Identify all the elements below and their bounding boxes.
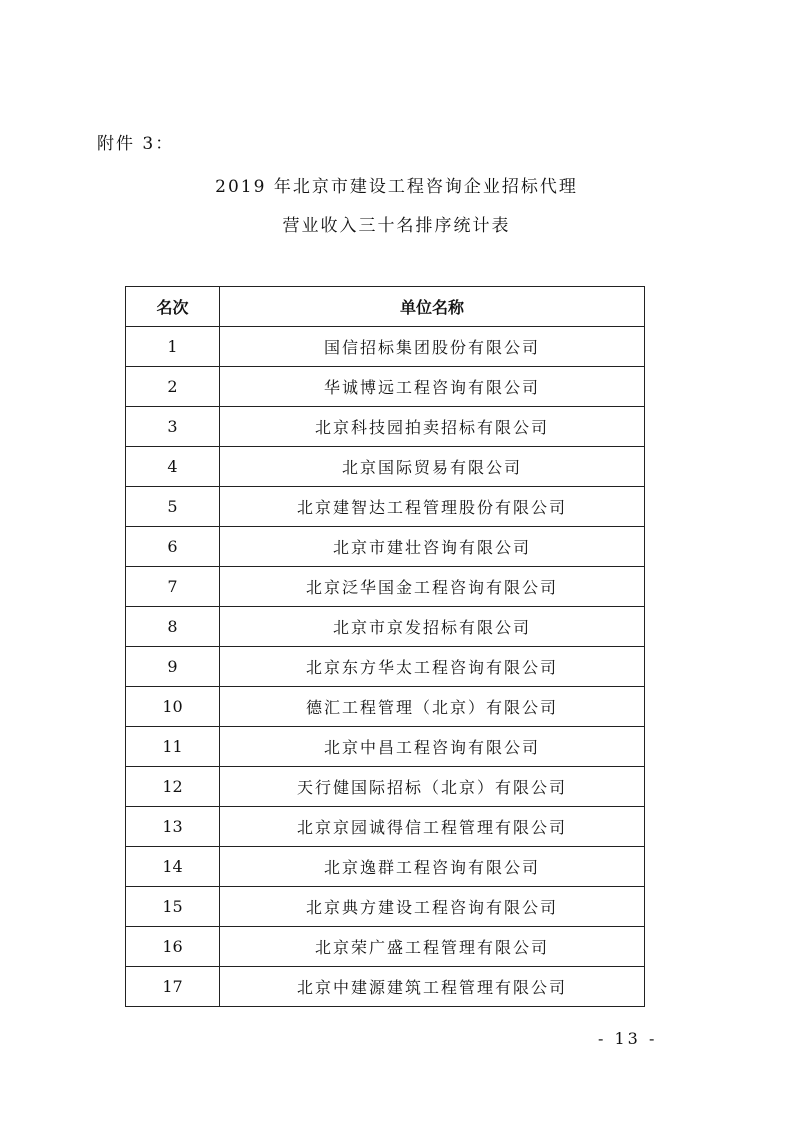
table-row (126, 767, 645, 807)
company-name-cell: 德汇工程管理（北京）有限公司 (220, 687, 645, 727)
rank-cell: 4 (126, 447, 220, 487)
company-name-cell: 北京京园诚得信工程管理有限公司 (220, 807, 645, 847)
table-row (126, 607, 645, 647)
company-name-cell: 北京典方建设工程咨询有限公司 (220, 887, 645, 927)
rank-cell: 15 (126, 887, 220, 927)
rank-cell: 2 (126, 367, 220, 407)
rank-cell: 14 (126, 847, 220, 887)
company-name-cell: 华诚博远工程咨询有限公司 (220, 367, 645, 407)
rank-cell: 12 (126, 767, 220, 807)
table-row (126, 527, 645, 567)
rank-cell: 5 (126, 487, 220, 527)
company-name-cell: 北京市建壮咨询有限公司 (220, 527, 645, 567)
table-row (126, 567, 645, 607)
company-name-cell: 北京泛华国金工程咨询有限公司 (220, 567, 645, 607)
table-row (126, 727, 645, 767)
table-row (126, 847, 645, 887)
rank-cell: 16 (126, 927, 220, 967)
company-name-cell: 北京建智达工程管理股份有限公司 (220, 487, 645, 527)
table-row (126, 967, 645, 1007)
table-row (126, 807, 645, 847)
rank-cell: 13 (126, 807, 220, 847)
document-title-line-2: 营业收入三十名排序统计表 (282, 216, 511, 236)
rank-cell: 8 (126, 607, 220, 647)
company-name-cell: 国信招标集团股份有限公司 (220, 327, 645, 367)
table-row (126, 647, 645, 687)
table-row (126, 367, 645, 407)
rank-cell: 17 (126, 967, 220, 1007)
page-number: - 13 - (598, 1029, 658, 1048)
table-row (126, 687, 645, 727)
document-title-line-1: 2019 年北京市建设工程咨询企业招标代理 (215, 177, 578, 197)
company-name-cell: 北京市京发招标有限公司 (220, 607, 645, 647)
table-row (126, 487, 645, 527)
company-name-cell: 北京中昌工程咨询有限公司 (220, 727, 645, 767)
rank-cell: 11 (126, 727, 220, 767)
rank-cell: 7 (126, 567, 220, 607)
table-header-row (126, 287, 645, 327)
table-row (126, 927, 645, 967)
company-name-cell: 天行健国际招标（北京）有限公司 (220, 767, 645, 807)
table-row (126, 887, 645, 927)
table-row (126, 447, 645, 487)
company-name-cell: 北京东方华太工程咨询有限公司 (220, 647, 645, 687)
company-name-cell: 北京中建源建筑工程管理有限公司 (220, 967, 645, 1007)
company-name-cell: 北京科技园拍卖招标有限公司 (220, 407, 645, 447)
rank-cell: 1 (126, 327, 220, 367)
company-name-cell: 北京国际贸易有限公司 (220, 447, 645, 487)
rank-cell: 10 (126, 687, 220, 727)
company-name-cell: 北京逸群工程咨询有限公司 (220, 847, 645, 887)
header-rank: 名次 (126, 287, 220, 327)
attachment-label: 附件 3： (97, 134, 175, 154)
header-company-name: 单位名称 (220, 287, 645, 327)
table-row (126, 327, 645, 367)
ranking-table (125, 286, 645, 1007)
rank-cell: 3 (126, 407, 220, 447)
table-row (126, 407, 645, 447)
rank-cell: 6 (126, 527, 220, 567)
rank-cell: 9 (126, 647, 220, 687)
company-name-cell: 北京荣广盛工程管理有限公司 (220, 927, 645, 967)
